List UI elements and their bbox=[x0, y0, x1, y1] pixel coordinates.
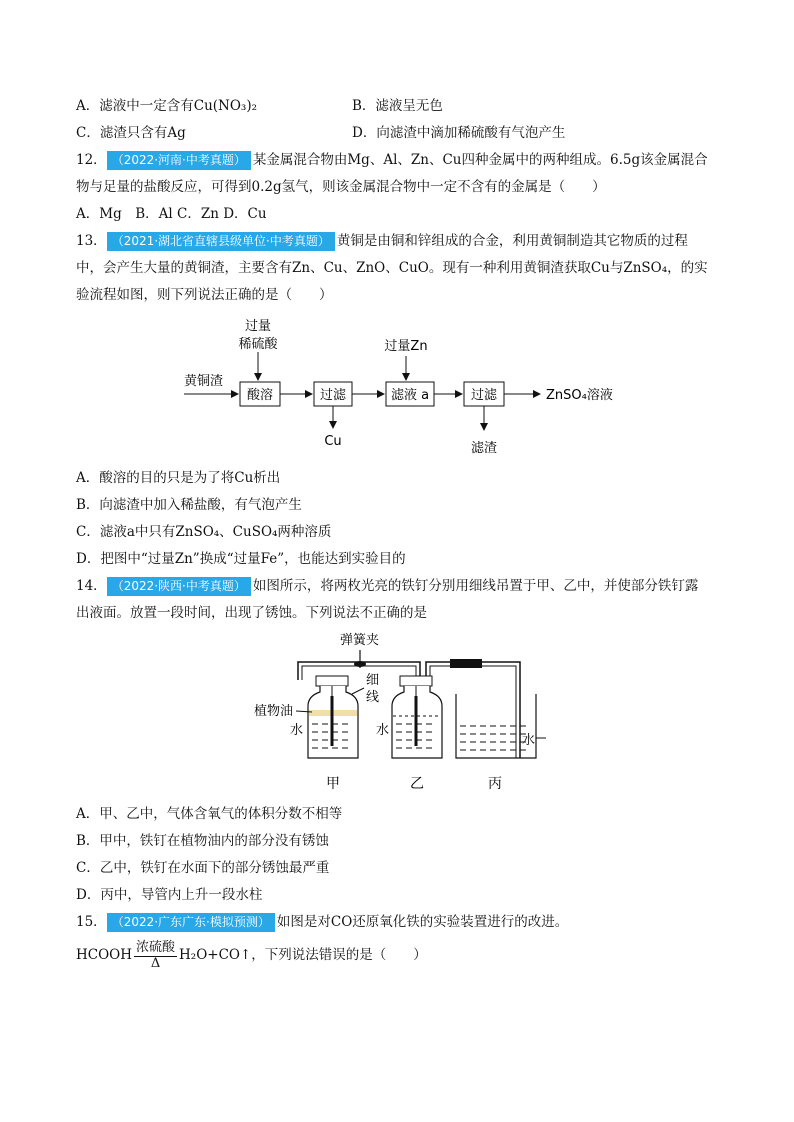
q13-option-d: D．把图中“过量Zn”换成“过量Fe”，也能达到实验目的 bbox=[76, 551, 406, 567]
fig-clamp-label: 弹簧夹 bbox=[340, 633, 380, 648]
flow-reagent1-line1: 过量 bbox=[244, 319, 272, 334]
q12-number: 12． bbox=[76, 152, 107, 168]
q11-option-d: D．向滤渣中滴加稀硫酸有气泡产生 bbox=[352, 125, 566, 141]
q14-text-1: 如图所示，将两枚光亮的铁钉分别用细线吊置于甲、乙中，并使部分铁钉露 bbox=[252, 578, 699, 594]
eq-condition bbox=[134, 940, 177, 971]
q13-text-1: 黄铜是由铜和锌组成的合金，利用黄铜制造其它物质的过程 bbox=[336, 233, 688, 249]
fig-thread-label-2: 线 bbox=[366, 690, 380, 705]
q14-option-d: D．丙中，导管内上升一段水柱 bbox=[76, 887, 263, 903]
fig-water-label-1: 水 bbox=[290, 723, 304, 738]
q15-source-tag: （2022·广东广东·模拟预测） bbox=[107, 913, 275, 932]
q13-stem-line1 bbox=[76, 231, 688, 251]
q14-source-tag: （2022·陕西·中考真题） bbox=[107, 577, 251, 596]
fig-label-bing: 丙 bbox=[488, 776, 502, 792]
q12-source-tag: （2022·河南·中考真题） bbox=[107, 151, 251, 170]
q13-option-a: A．酸溶的目的只是为了将Cu析出 bbox=[76, 470, 281, 486]
q15-stem-line1 bbox=[76, 912, 568, 932]
fig-label-jia: 甲 bbox=[326, 776, 340, 792]
fig-water-label-2: 水 bbox=[376, 723, 390, 738]
q15-number: 15． bbox=[76, 914, 107, 930]
flow-step1-label: 酸溶 bbox=[246, 388, 274, 403]
flow-out2-label: 滤渣 bbox=[470, 441, 498, 456]
q14-number: 14． bbox=[76, 578, 107, 594]
eq-catalyst: 浓硫酸 bbox=[136, 940, 176, 955]
fig-label-yi: 乙 bbox=[410, 776, 424, 792]
fig-thread-pointer bbox=[352, 688, 364, 694]
flow-reagent2-label: 过量Zn bbox=[384, 339, 428, 354]
flow-step3-label: 滤液 a bbox=[390, 388, 430, 403]
q12-text-1: 某金属混合物由Mg、Al、Zn、Cu四种金属中的两种组成。6.5g该金属混合 bbox=[252, 152, 708, 168]
q14-option-b: B．甲中，铁钉在植物油内的部分没有锈蚀 bbox=[76, 833, 329, 849]
fig-thread-label-1: 细 bbox=[366, 673, 380, 688]
q11-option-b: B．滤液呈无色 bbox=[352, 98, 443, 114]
flow-product-label: ZnSO₄溶液 bbox=[546, 388, 613, 403]
fig-tube-yi-bing-inner bbox=[430, 666, 516, 758]
q14-option-a: A．甲、乙中，气体含氧气的体积分数不相等 bbox=[76, 806, 343, 822]
q13-flow-diagram bbox=[170, 312, 630, 462]
fig-bottle-yi-stopper bbox=[400, 676, 432, 686]
q13-number: 13． bbox=[76, 233, 107, 249]
flow-step2-label: 过滤 bbox=[319, 388, 347, 403]
fig-water-label-3: 水 bbox=[522, 733, 536, 748]
q12-stem-line2: 物与足量的盐酸反应，可得到0.2g氢气，则该金属混合物中一定不含有的金属是（ ） bbox=[76, 179, 606, 195]
flow-reagent1-line2: 稀硫酸 bbox=[238, 337, 278, 352]
flow-step4-label: 过滤 bbox=[470, 388, 498, 403]
q13-source-tag: （2021·湖北省直辖县级单位·中考真题） bbox=[107, 232, 335, 251]
q13-stem-line2: 中，会产生大量的黄铜渣，主要含有Zn、Cu、ZnO、CuO。现有一种利用黄铜渣获取Cu与ZnSO₄，的实 bbox=[76, 260, 708, 276]
q13-option-c: C．滤液a中只有ZnSO₄、CuSO₄两种溶质 bbox=[76, 524, 332, 540]
eq-left: HCOOH bbox=[76, 947, 133, 963]
eq-right: H₂O+CO↑，下列说法错误的是（ ） bbox=[179, 947, 427, 963]
fig-oil-label: 植物油 bbox=[254, 704, 294, 719]
q14-option-c: C．乙中，铁钉在水面下的部分锈蚀最严重 bbox=[76, 860, 330, 876]
q15-text-1: 如图是对CO还原氧化铁的实验装置进行的改进。 bbox=[276, 914, 569, 930]
flow-out1-label: Cu bbox=[324, 434, 342, 449]
q13-stem-line3: 验流程如图，则下列说法正确的是（ ） bbox=[76, 287, 333, 303]
eq-heat: Δ bbox=[150, 956, 161, 971]
fig-rubber-connector bbox=[450, 659, 482, 668]
q15-equation bbox=[76, 940, 427, 971]
q14-apparatus-figure bbox=[250, 628, 550, 793]
fig-bottle-jia-stopper bbox=[316, 676, 348, 686]
q14-stem-line1 bbox=[76, 576, 698, 596]
q11-option-c: C．滤渣只含有Ag bbox=[76, 125, 186, 141]
q12-options: A．Mg B．Al C．Zn D．Cu bbox=[76, 206, 267, 222]
flow-input-label: 黄铜渣 bbox=[184, 374, 224, 389]
q13-option-b: B．向滤渣中加入稀盐酸，有气泡产生 bbox=[76, 497, 302, 513]
q14-stem-line2: 出液面。放置一段时间，出现了锈蚀。下列说法不正确的是 bbox=[76, 605, 427, 621]
q11-option-a: A．滤液中一定含有Cu(NO₃)₂ bbox=[76, 98, 258, 114]
q12-stem-line1 bbox=[76, 150, 708, 170]
